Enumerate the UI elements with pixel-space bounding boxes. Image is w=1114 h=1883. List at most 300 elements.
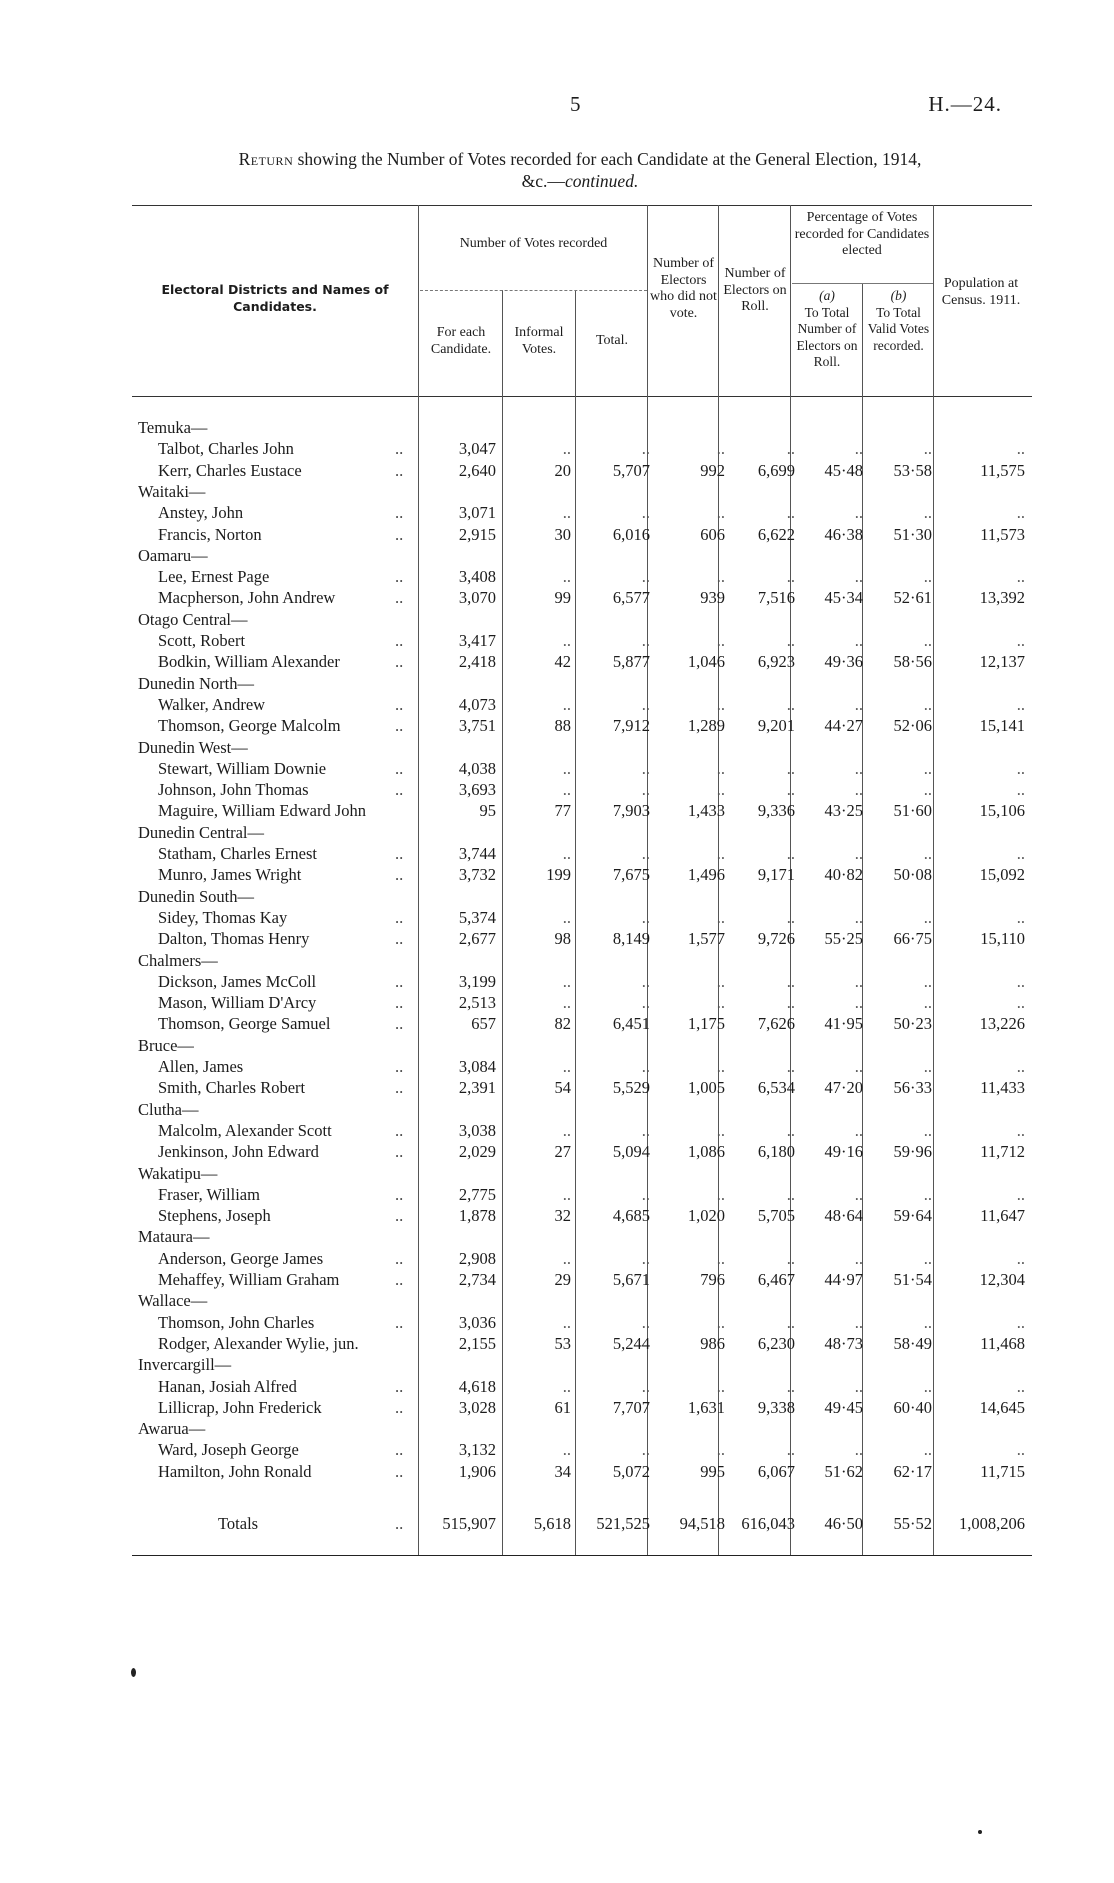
candidate-row (0, 1184, 1114, 1205)
document-reference: H.—24. (928, 92, 1002, 116)
candidate-name: Rodger, Alexander Wylie, jun. (158, 1333, 359, 1353)
candidate-name: Stephens, Joseph (158, 1206, 271, 1226)
candidate-name: Lillicrap, John Frederick (158, 1397, 322, 1417)
cell-roll: .. (786, 780, 795, 800)
candidate-row (0, 1205, 1114, 1226)
cell-votes: 3,084 (458, 1057, 496, 1076)
district-name: Wallace— (138, 1291, 208, 1311)
candidate-row (0, 992, 1114, 1013)
header-population: Population at Census. 1911. (941, 276, 1021, 308)
cell-pct-b: .. (923, 631, 932, 650)
header-percentage-rule (792, 283, 933, 284)
leader-dots: .. (395, 1142, 404, 1162)
district-name: Temuka— (138, 418, 208, 437)
cell-pop: 11,573 (980, 524, 1025, 544)
cell-pct-a: .. (854, 439, 863, 459)
cell-pop: 11,575 (980, 460, 1025, 480)
district-row (0, 737, 1114, 758)
cell-total: 5,072 (612, 1461, 650, 1481)
cell-total: 6,577 (612, 588, 650, 608)
district-name: Dunedin South— (138, 886, 254, 906)
cell-informal: .. (562, 993, 571, 1013)
cell-votes: 1,878 (458, 1206, 496, 1226)
cell-roll: .. (786, 1440, 795, 1460)
leader-dots: .. (395, 907, 404, 927)
header-for-each-candidate: For each Candidate. (430, 325, 492, 357)
candidate-name: Macpherson, John Andrew (158, 588, 336, 608)
district-row (0, 481, 1114, 502)
leader-dots: .. (395, 1440, 404, 1460)
cell-informal: 53 (554, 1333, 571, 1353)
cell-pop: .. (1016, 993, 1025, 1013)
header-pct-a (792, 288, 862, 371)
cell-informal: .. (562, 1248, 571, 1268)
header-pct-b (864, 288, 933, 354)
cell-not-vote: 1,086 (687, 1142, 725, 1162)
cell-roll: 6,699 (757, 460, 795, 480)
district-row (0, 609, 1114, 630)
cell-votes: 2,418 (458, 652, 496, 672)
candidate-name: Hamilton, John Ronald (158, 1461, 312, 1481)
cell-pct-a: 44·97 (824, 1270, 863, 1289)
leader-dots: .. (395, 780, 404, 800)
candidate-row (0, 971, 1114, 992)
totals-pct-b: 55·52 (893, 1514, 932, 1533)
leader-dots: .. (395, 929, 404, 949)
district-name: Dunedin West— (138, 737, 248, 757)
candidate-name: Sidey, Thomas Kay (158, 907, 288, 927)
candidate-name: Dalton, Thomas Henry (158, 929, 310, 949)
cell-pct-a: .. (854, 631, 863, 650)
district-name: Oamaru— (138, 545, 208, 565)
cell-votes: 3,071 (458, 503, 496, 523)
candidate-row (0, 1312, 1114, 1333)
cell-votes: 3,132 (458, 1440, 496, 1460)
leader-dots: .. (395, 567, 404, 587)
cell-pop: .. (1016, 1440, 1025, 1460)
header-district: Electoral Districts and Names of Candidates. (161, 282, 389, 314)
leader-dots: .. (395, 865, 404, 885)
cell-votes: 2,155 (458, 1333, 496, 1353)
cell-not-vote: .. (716, 631, 725, 650)
cell-not-vote: 986 (700, 1333, 725, 1353)
district-row (0, 822, 1114, 843)
cell-pct-b: .. (923, 971, 932, 991)
cell-informal: 42 (554, 652, 571, 672)
cell-pop: 12,137 (979, 652, 1025, 672)
district-row (0, 417, 1114, 438)
candidate-row (0, 438, 1114, 459)
leader-dots: .. (395, 844, 404, 863)
candidate-name: Maguire, William Edward John (158, 801, 366, 821)
leader-dots: .. (395, 460, 404, 480)
cell-pop: .. (1016, 1312, 1025, 1332)
cell-not-vote: 939 (700, 588, 725, 608)
cell-pop: 12,304 (979, 1270, 1025, 1289)
cell-informal: 20 (554, 460, 571, 480)
cell-total: .. (641, 1057, 650, 1076)
leader-dots: .. (395, 1014, 404, 1034)
cell-informal: 30 (554, 524, 571, 544)
cell-informal: 54 (554, 1078, 571, 1098)
candidate-name: Scott, Robert (158, 631, 246, 650)
cell-pct-b: .. (923, 1440, 932, 1460)
cell-pct-b: 66·75 (893, 929, 932, 949)
cell-pct-b: 51·54 (893, 1270, 932, 1289)
cell-votes: 2,734 (458, 1270, 496, 1289)
candidate-row (0, 1376, 1114, 1397)
cell-not-vote: .. (716, 567, 725, 587)
cell-total: .. (641, 1184, 650, 1204)
cell-votes: 2,513 (458, 993, 496, 1013)
cell-total: 6,451 (612, 1014, 650, 1034)
cell-votes: 2,915 (458, 524, 496, 544)
totals-pct-a: 46·50 (824, 1514, 863, 1533)
candidate-row (0, 460, 1114, 481)
cell-not-vote: .. (716, 1057, 725, 1076)
cell-not-vote: 1,020 (687, 1206, 725, 1226)
cell-votes: 95 (479, 801, 496, 821)
cell-pct-b: .. (923, 1120, 932, 1140)
cell-total: .. (641, 971, 650, 991)
cell-pop: .. (1016, 631, 1025, 650)
candidate-row (0, 566, 1114, 587)
cell-pct-b: 52·61 (893, 588, 932, 608)
cell-not-vote: 606 (700, 524, 725, 544)
cell-informal: .. (562, 1312, 571, 1332)
cell-pop: 11,712 (980, 1142, 1025, 1162)
cell-votes: 3,070 (458, 588, 496, 608)
cell-informal: .. (562, 631, 571, 650)
district-row (0, 1163, 1114, 1184)
cell-not-vote: 796 (700, 1270, 725, 1289)
district-row (0, 673, 1114, 694)
candidate-row (0, 1248, 1114, 1269)
cell-total: .. (641, 567, 650, 587)
candidate-name: Munro, James Wright (158, 865, 302, 885)
cell-informal: 77 (554, 801, 571, 821)
cell-pop: .. (1016, 503, 1025, 523)
cell-pct-a: .. (854, 758, 863, 778)
cell-pct-a: 40·82 (824, 865, 863, 885)
cell-pop: .. (1016, 567, 1025, 587)
leader-dots: .. (395, 588, 404, 608)
cell-informal: 34 (554, 1461, 571, 1481)
cell-votes: 2,029 (458, 1142, 496, 1162)
cell-roll: 9,171 (757, 865, 795, 885)
candidate-row (0, 651, 1114, 672)
cell-votes: 3,047 (458, 439, 496, 459)
cell-total: 5,529 (612, 1078, 650, 1098)
district-name: Otago Central— (138, 609, 248, 629)
candidate-row (0, 1077, 1114, 1098)
candidate-row (0, 694, 1114, 715)
cell-not-vote: .. (716, 907, 725, 927)
cell-roll: .. (786, 1376, 795, 1396)
cell-not-vote: 995 (700, 1461, 725, 1481)
cell-pop: .. (1016, 780, 1025, 800)
cell-not-vote: .. (716, 993, 725, 1013)
cell-total: .. (641, 758, 650, 778)
cell-pct-a: .. (854, 1184, 863, 1204)
leader-dots: .. (395, 1078, 404, 1098)
cell-votes: 3,732 (458, 865, 496, 885)
cell-roll: 9,336 (757, 801, 795, 821)
header-group-rule (420, 290, 647, 291)
leader-dots: .. (395, 1514, 404, 1533)
cell-informal: 99 (554, 588, 571, 608)
candidate-name: Allen, James (158, 1057, 244, 1076)
header-on-roll: Number of Electors on Roll. (723, 266, 787, 314)
district-name: Clutha— (138, 1099, 199, 1119)
district-row (0, 545, 1114, 566)
cell-roll: .. (786, 907, 795, 927)
cell-votes: 2,640 (458, 460, 496, 480)
cell-pct-a: .. (854, 780, 863, 800)
cell-informal: .. (562, 1376, 571, 1396)
cell-informal: 199 (546, 865, 571, 885)
cell-total: 7,707 (612, 1397, 650, 1417)
cell-roll: .. (786, 439, 795, 459)
cell-pop: 11,468 (980, 1333, 1025, 1353)
cell-pct-b: .. (923, 1376, 932, 1396)
cell-pop: 11,647 (980, 1206, 1025, 1226)
candidate-name: Malcolm, Alexander Scott (158, 1120, 332, 1140)
cell-roll: 6,230 (757, 1333, 795, 1353)
candidate-row (0, 907, 1114, 928)
cell-informal: 98 (554, 929, 571, 949)
cell-total: .. (641, 439, 650, 459)
header-pct-b-letter: (b) (890, 288, 907, 303)
cell-roll: .. (786, 567, 795, 587)
candidate-row (0, 864, 1114, 885)
cell-informal: .. (562, 844, 571, 863)
cell-not-vote: 992 (700, 460, 725, 480)
cell-pct-a: 43·25 (824, 801, 863, 821)
cell-pct-b: 60·40 (893, 1397, 932, 1417)
cell-pop: 15,110 (980, 929, 1025, 949)
page-number: 5 (570, 92, 581, 116)
cell-total: 4,685 (612, 1206, 650, 1226)
candidate-row (0, 502, 1114, 523)
cell-roll: 7,516 (757, 588, 795, 608)
candidate-name: Thomson, George Malcolm (158, 716, 341, 736)
cell-pct-a: .. (854, 971, 863, 991)
candidate-name: Anstey, John (158, 503, 244, 523)
cell-pct-b: 58·56 (893, 652, 932, 672)
cell-informal: 27 (554, 1142, 571, 1162)
cell-pct-a: 46·38 (824, 524, 863, 544)
leader-dots: .. (395, 1057, 404, 1076)
cell-informal: .. (562, 1057, 571, 1076)
title-prefix: Return (238, 149, 294, 169)
candidate-row (0, 1397, 1114, 1418)
cell-votes: 2,391 (458, 1078, 496, 1098)
cell-pop: .. (1016, 844, 1025, 863)
cell-total: .. (641, 1376, 650, 1396)
cell-roll: 6,534 (757, 1078, 795, 1098)
cell-votes: 3,693 (458, 780, 496, 800)
candidate-row (0, 1269, 1114, 1290)
leader-dots: .. (395, 524, 404, 544)
candidate-row (0, 800, 1114, 821)
cell-not-vote: 1,631 (687, 1397, 725, 1417)
candidate-name: Walker, Andrew (158, 694, 266, 714)
cell-pct-b: .. (923, 439, 932, 459)
cell-votes: 2,677 (458, 929, 496, 949)
leader-dots: .. (395, 1312, 404, 1332)
cell-pop: .. (1016, 1184, 1025, 1204)
leader-dots: .. (395, 716, 404, 736)
candidate-name: Ward, Joseph George (158, 1440, 299, 1460)
leader-dots: .. (395, 1397, 404, 1417)
cell-pct-b: 53·58 (893, 460, 932, 480)
cell-informal: .. (562, 439, 571, 459)
cell-pop: 15,106 (979, 801, 1025, 821)
cell-not-vote: 1,496 (687, 865, 725, 885)
cell-total: 6,016 (612, 524, 650, 544)
candidate-row (0, 1461, 1114, 1482)
cell-informal: .. (562, 780, 571, 800)
cell-roll: 9,338 (757, 1397, 795, 1417)
candidate-name: Thomson, George Samuel (158, 1014, 331, 1034)
cell-roll: .. (786, 1248, 795, 1268)
cell-informal: 82 (554, 1014, 571, 1034)
cell-pct-b: 62·17 (893, 1461, 932, 1481)
totals-row (0, 1513, 1114, 1534)
totals-label: Totals (218, 1514, 259, 1533)
candidate-row (0, 758, 1114, 779)
cell-pct-b: .. (923, 844, 932, 863)
cell-pop: 13,392 (979, 588, 1025, 608)
candidate-name: Mason, William D'Arcy (158, 993, 317, 1013)
cell-total: 5,707 (612, 460, 650, 480)
candidate-name: Mehaffey, William Graham (158, 1270, 340, 1289)
cell-pct-b: .. (923, 1057, 932, 1076)
cell-total: .. (641, 1312, 650, 1332)
cell-pct-b: 59·96 (893, 1142, 932, 1162)
district-row (0, 886, 1114, 907)
cell-roll: .. (786, 1184, 795, 1204)
cell-pop: 15,092 (979, 865, 1025, 885)
leader-dots: .. (395, 503, 404, 523)
cell-pop: .. (1016, 439, 1025, 459)
totals-pop: 1,008,206 (959, 1514, 1025, 1533)
cell-not-vote: .. (716, 971, 725, 991)
district-row (0, 1226, 1114, 1247)
cell-not-vote: .. (716, 1184, 725, 1204)
cell-pop: .. (1016, 907, 1025, 927)
cell-informal: 29 (554, 1270, 571, 1289)
cell-informal: .. (562, 971, 571, 991)
cell-not-vote: 1,289 (687, 716, 725, 736)
cell-not-vote: .. (716, 503, 725, 523)
title-line2: &c.— (521, 171, 565, 191)
cell-pct-a: .. (854, 567, 863, 587)
cell-pct-a: 49·36 (824, 652, 863, 672)
totals-informal: 5,618 (533, 1514, 571, 1533)
cell-pct-b: .. (923, 780, 932, 800)
cell-informal: .. (562, 1120, 571, 1140)
candidate-name: Talbot, Charles John (158, 439, 294, 459)
leader-dots: .. (395, 439, 404, 459)
title-rest: showing the Number of Votes recorded for each Candidate at the General Election, 1914, (293, 149, 922, 169)
cell-pct-a: .. (854, 1440, 863, 1460)
leader-dots: .. (395, 1184, 404, 1204)
cell-total: .. (641, 1248, 650, 1268)
cell-not-vote: .. (716, 1376, 725, 1396)
cell-roll: .. (786, 1312, 795, 1332)
candidate-name: Johnson, John Thomas (158, 780, 309, 800)
district-name: Awarua— (138, 1419, 206, 1439)
cell-informal: .. (562, 503, 571, 523)
district-name: Dunedin North— (138, 673, 254, 693)
cell-pct-a: 48·73 (824, 1333, 863, 1353)
candidate-name: Anderson, George James (158, 1248, 324, 1268)
cell-pop: 11,433 (980, 1078, 1025, 1098)
cell-pct-b: 50·23 (893, 1014, 932, 1034)
cell-pct-a: .. (854, 993, 863, 1013)
cell-roll: 5,705 (757, 1206, 795, 1226)
cell-roll: .. (786, 694, 795, 714)
cell-votes: 3,744 (458, 844, 496, 863)
candidate-row (0, 1141, 1114, 1162)
cell-pct-b: .. (923, 1248, 932, 1268)
cell-votes: 2,908 (458, 1248, 496, 1268)
totals-total: 521,525 (596, 1514, 650, 1533)
cell-pct-a: 44·27 (824, 716, 863, 736)
candidate-name: Jenkinson, John Edward (158, 1142, 319, 1162)
cell-total: .. (641, 993, 650, 1013)
cell-total: 7,912 (612, 716, 650, 736)
table-bottom-rule (132, 1555, 1032, 1556)
district-name: Dunedin Central— (138, 822, 265, 842)
cell-pct-b: .. (923, 907, 932, 927)
cell-pop: .. (1016, 1376, 1025, 1396)
candidate-name: Smith, Charles Robert (158, 1078, 306, 1098)
candidate-row (0, 1056, 1114, 1077)
cell-votes: 3,417 (458, 631, 496, 650)
cell-pop: .. (1016, 1057, 1025, 1076)
cell-total: .. (641, 844, 650, 863)
cell-pop: 14,645 (979, 1397, 1025, 1417)
cell-roll: .. (786, 1120, 795, 1140)
cell-informal: 88 (554, 716, 571, 736)
district-row (0, 950, 1114, 971)
cell-pop: 11,715 (980, 1461, 1025, 1481)
cell-pct-a: 47·20 (824, 1078, 863, 1098)
cell-not-vote: .. (716, 694, 725, 714)
district-name: Wakatipu— (138, 1163, 218, 1183)
cell-not-vote: .. (716, 780, 725, 800)
cell-roll: .. (786, 631, 795, 650)
cell-roll: .. (786, 993, 795, 1013)
header-total: Total. (595, 333, 629, 348)
cell-pct-b: .. (923, 503, 932, 523)
district-name: Invercargill— (138, 1355, 232, 1375)
leader-dots: .. (395, 631, 404, 650)
cell-pct-a: 45·48 (824, 460, 863, 480)
cell-not-vote: 1,175 (687, 1014, 725, 1034)
cell-pct-a: 49·16 (824, 1142, 863, 1162)
header-top-rule (132, 205, 1032, 206)
leader-dots: .. (395, 1461, 404, 1481)
candidate-row (0, 524, 1114, 545)
candidate-name: Dickson, James McColl (158, 971, 317, 991)
cell-not-vote: 1,005 (687, 1078, 725, 1098)
cell-pct-a: 51·62 (824, 1461, 863, 1481)
cell-not-vote: .. (716, 1440, 725, 1460)
